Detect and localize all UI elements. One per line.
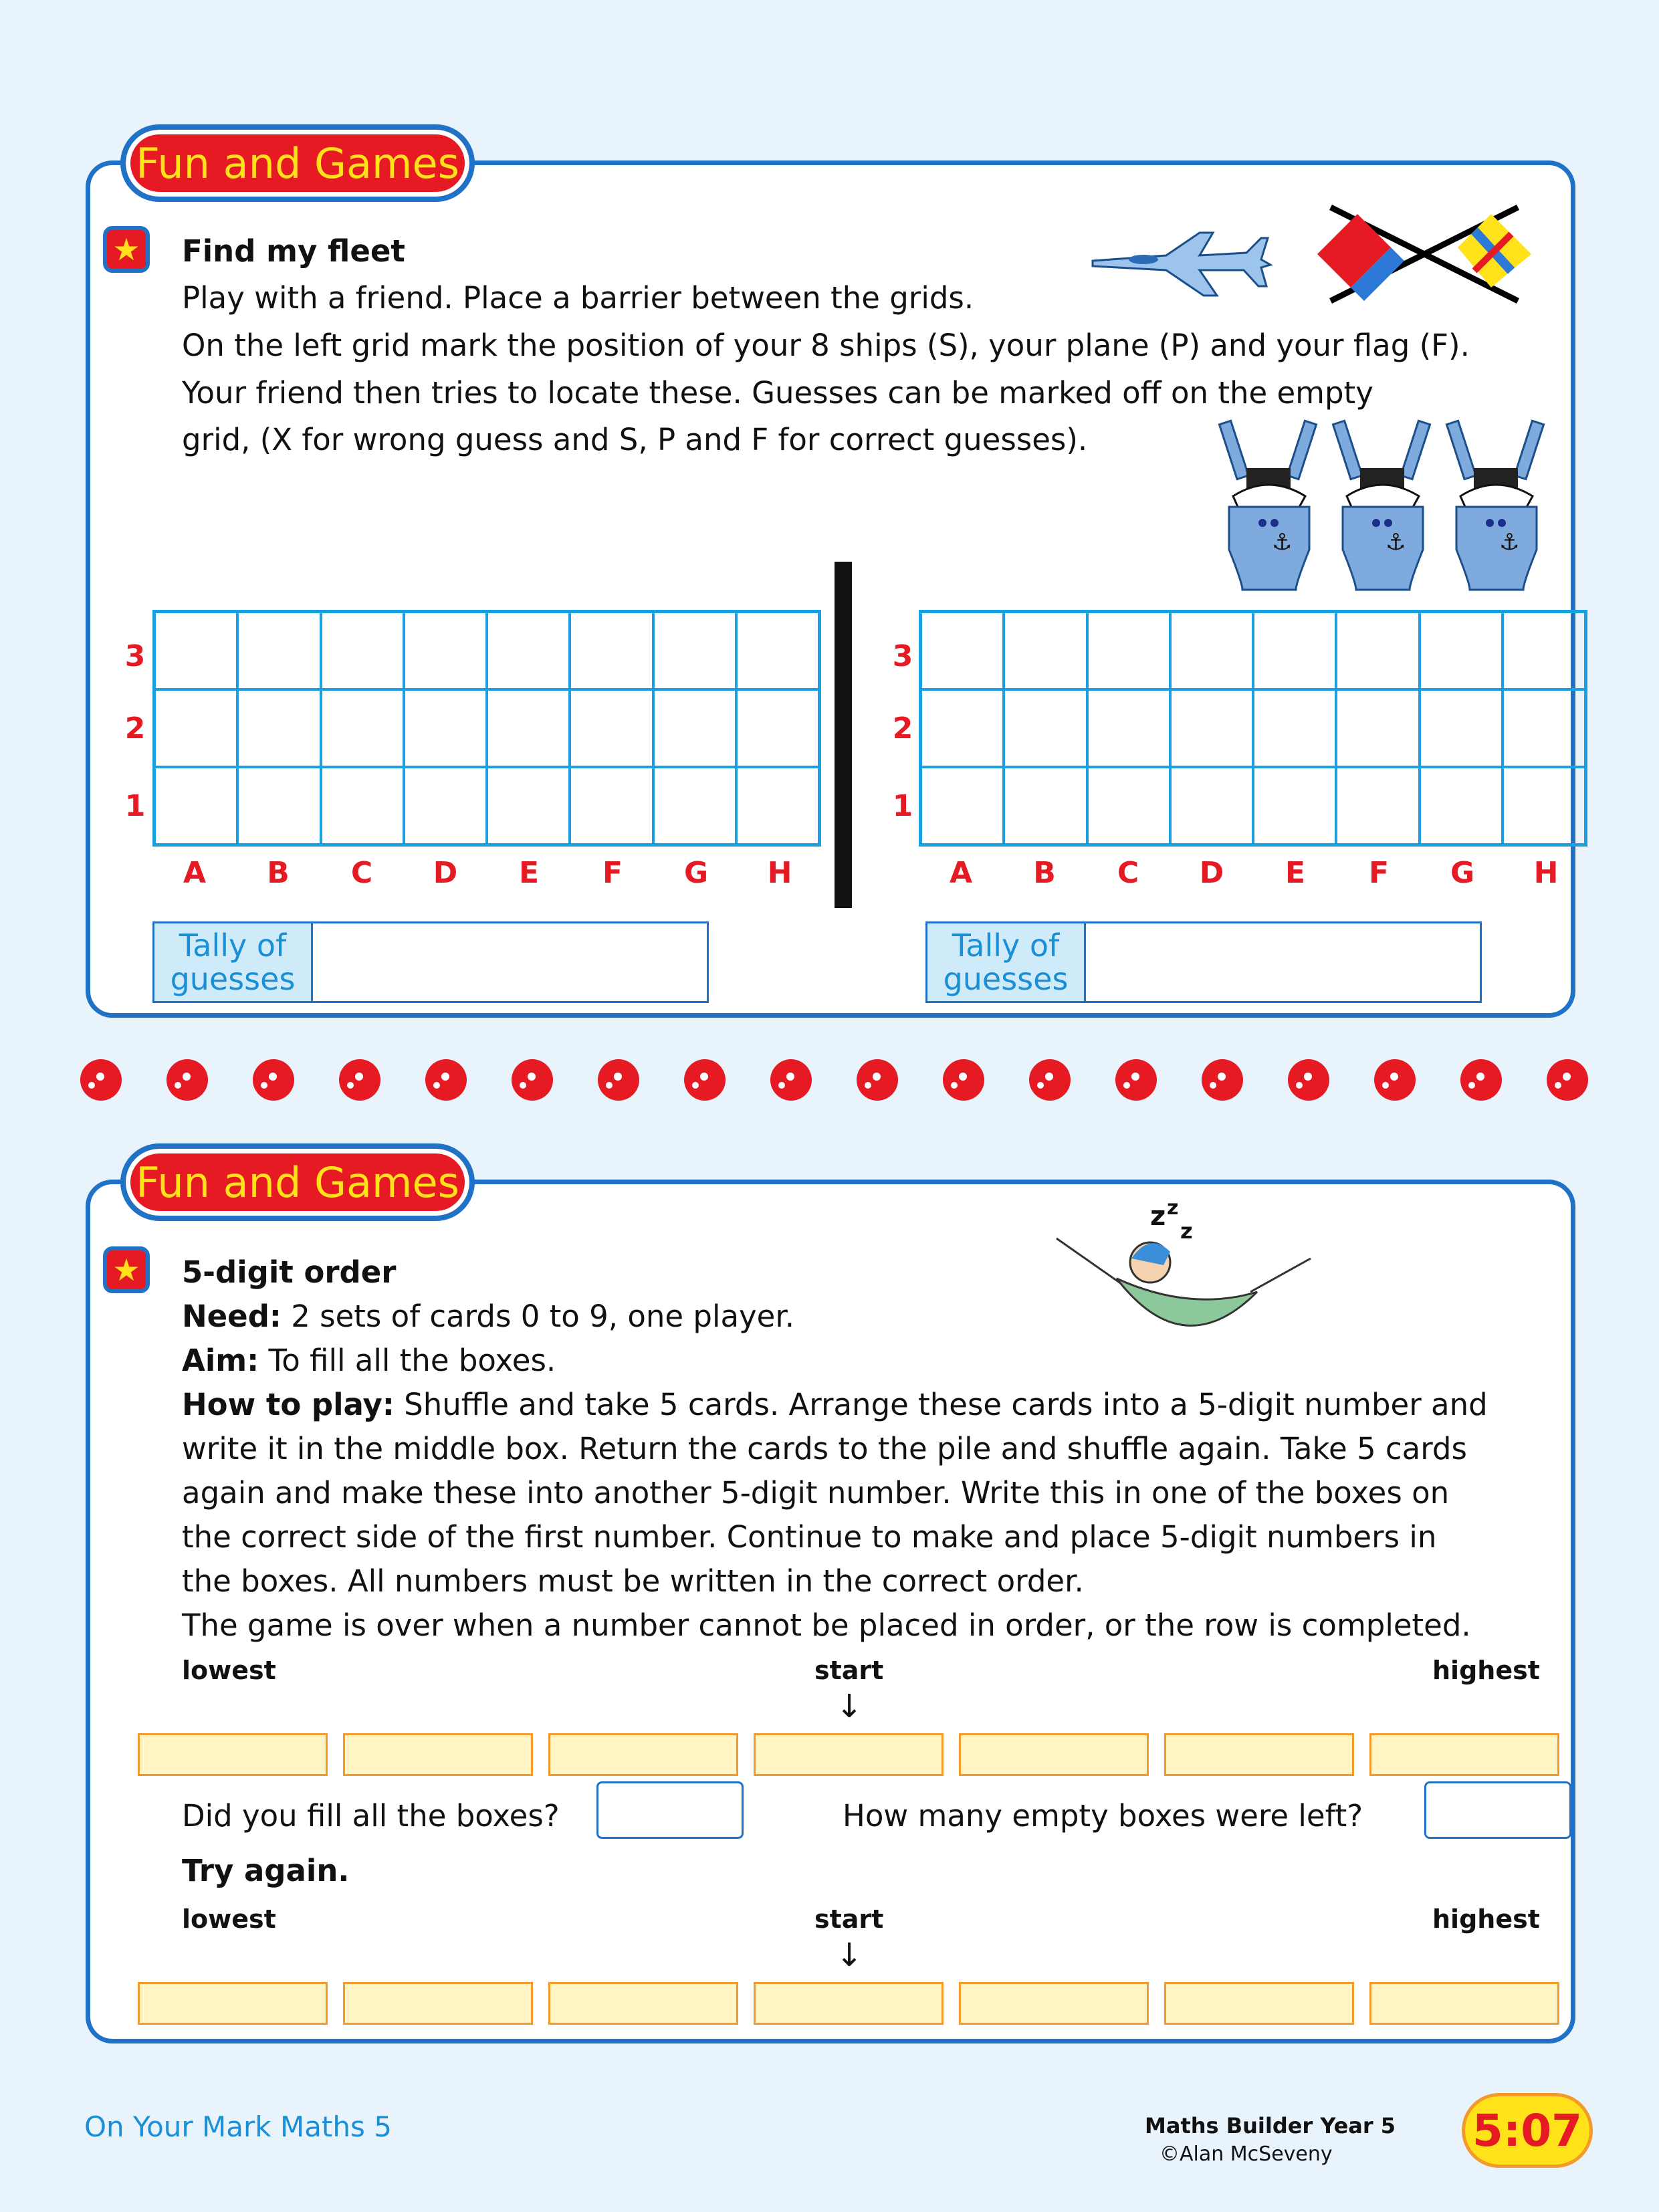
- signal-flags-icon: [1317, 201, 1531, 308]
- grid-cell[interactable]: [1253, 767, 1336, 845]
- grid-cell[interactable]: [1087, 612, 1170, 689]
- instruction-line: grid, (X for wrong guess and S, P and F for correct guesses).: [182, 422, 1088, 457]
- grid-cell[interactable]: [321, 689, 404, 767]
- star-icon: ★: [103, 1246, 150, 1293]
- row-label: 3: [124, 639, 146, 673]
- grid-cell[interactable]: [736, 767, 819, 845]
- need-line: Need: 2 sets of cards 0 to 9, one player.: [182, 1299, 795, 1334]
- tally-label: Tally of guesses: [927, 923, 1086, 1001]
- highest-label: highest: [1432, 1904, 1540, 1934]
- column-label: A: [949, 856, 973, 890]
- grid-cell[interactable]: [1004, 767, 1087, 845]
- svg-text:z: z: [1150, 1201, 1166, 1232]
- footer-series-title: On Your Mark Maths 5: [84, 2110, 392, 2143]
- grid-cell[interactable]: [1170, 767, 1253, 845]
- row-label: 1: [892, 789, 913, 823]
- grid-cell[interactable]: [1503, 767, 1585, 845]
- grid-cell[interactable]: [321, 612, 404, 689]
- svg-text:z: z: [1180, 1218, 1193, 1244]
- grid-cell[interactable]: [570, 612, 653, 689]
- footer-copyright: ©Alan McSeveny: [1159, 2142, 1333, 2166]
- column-label: G: [683, 856, 709, 890]
- grid-cell[interactable]: [404, 767, 487, 845]
- number-box[interactable]: [548, 1733, 738, 1776]
- number-box[interactable]: [343, 1733, 533, 1776]
- grid-cell[interactable]: [736, 612, 819, 689]
- section-tag: Fun and Games: [120, 1143, 475, 1221]
- column-label: D: [1199, 856, 1224, 890]
- row-label: 2: [124, 711, 146, 746]
- grid-cell[interactable]: [736, 689, 819, 767]
- how-to-play-line: How to play: Shuffle and take 5 cards. Arrange these cards into a 5-digit number and: [182, 1387, 1488, 1422]
- grid-cell[interactable]: [487, 689, 570, 767]
- start-label: start: [814, 1904, 884, 1934]
- answer-fill-all-input[interactable]: [596, 1781, 744, 1839]
- instruction-line: the boxes. All numbers must be written in the correct order.: [182, 1563, 1084, 1599]
- grid-cell[interactable]: [154, 689, 237, 767]
- row-label: 1: [124, 789, 146, 823]
- decorative-dot: [512, 1059, 553, 1101]
- grid-cell[interactable]: [653, 767, 736, 845]
- try-again-label: Try again.: [182, 1853, 350, 1888]
- fleet-grid-left[interactable]: [152, 610, 821, 847]
- jet-plane-icon: [1086, 226, 1273, 300]
- row-label: 2: [892, 711, 913, 746]
- decorative-dot: [1374, 1059, 1416, 1101]
- lowest-label: lowest: [182, 1904, 276, 1934]
- decorative-dot: [598, 1059, 639, 1101]
- grid-cell[interactable]: [653, 689, 736, 767]
- decorative-dot: [339, 1059, 380, 1101]
- column-label: C: [1117, 856, 1139, 890]
- instruction-line: write it in the middle box. Return the cards to the pile and shuffle again. Take 5 cards: [182, 1431, 1467, 1466]
- instruction-line: the correct side of the first number. Continue to make and place 5-digit numbers in: [182, 1519, 1437, 1555]
- instruction-line: again and make these into another 5-digit number. Write this in one of the boxes on: [182, 1475, 1450, 1511]
- grid-cell[interactable]: [237, 767, 320, 845]
- grid-cell[interactable]: [921, 767, 1004, 845]
- decorative-dot: [1460, 1059, 1502, 1101]
- grid-cell[interactable]: [653, 612, 736, 689]
- column-label: B: [267, 856, 290, 890]
- barrier-divider: [835, 562, 852, 908]
- grid-cell[interactable]: [1087, 689, 1170, 767]
- decorative-dot: [684, 1059, 726, 1101]
- number-box[interactable]: [1164, 1982, 1354, 2025]
- instruction-line: Your friend then tries to locate these. Guesses can be marked off on the empty: [182, 375, 1373, 411]
- instruction-line: On the left grid mark the position of your 8 ships (S), your plane (P) and your flag (F).: [182, 328, 1470, 363]
- column-label: H: [767, 856, 792, 890]
- lowest-label: lowest: [182, 1656, 276, 1685]
- start-arrow-icon: ↓: [836, 1688, 863, 1725]
- grid-cell[interactable]: [1170, 689, 1253, 767]
- decorative-dot: [857, 1059, 898, 1101]
- decorative-dot: [253, 1059, 294, 1101]
- aim-line: Aim: To fill all the boxes.: [182, 1343, 556, 1378]
- number-box[interactable]: [754, 1733, 944, 1776]
- footer-book-title: Maths Builder Year 5: [1145, 2113, 1396, 2138]
- tally-input[interactable]: [1086, 923, 1480, 1001]
- page-number: 5:07: [1472, 2104, 1583, 2156]
- star-icon: ★: [103, 226, 150, 273]
- grid-cell[interactable]: [1336, 767, 1419, 845]
- number-box[interactable]: [343, 1982, 533, 2025]
- tally-input[interactable]: [313, 923, 707, 1001]
- instruction-line: The game is over when a number cannot be placed in order, or the row is completed.: [182, 1608, 1471, 1643]
- page-number-badge: [1462, 2093, 1593, 2168]
- column-label: C: [350, 856, 373, 890]
- decorative-dot: [167, 1059, 208, 1101]
- decorative-dot: [425, 1059, 467, 1101]
- decorative-dot: [1288, 1059, 1329, 1101]
- section-tag: Fun and Games: [120, 124, 475, 202]
- decorative-dot: [770, 1059, 812, 1101]
- grid-cell[interactable]: [1253, 612, 1336, 689]
- question-fill-all: Did you fill all the boxes?: [182, 1798, 560, 1834]
- grid-cell[interactable]: [1336, 689, 1419, 767]
- grid-cell[interactable]: [237, 612, 320, 689]
- column-label: H: [1533, 856, 1559, 890]
- grid-cell[interactable]: [321, 767, 404, 845]
- number-box[interactable]: [548, 1982, 738, 2025]
- column-label: A: [183, 856, 207, 890]
- tally-box-right: [925, 921, 1482, 1003]
- hammock-sleeper-icon: [1050, 1198, 1317, 1352]
- decorative-dot: [80, 1059, 122, 1101]
- warships-icon: [1216, 416, 1577, 596]
- grid-cell[interactable]: [154, 767, 237, 845]
- grid-cell[interactable]: [1336, 612, 1419, 689]
- grid-cell[interactable]: [1420, 612, 1503, 689]
- fleet-grid-right[interactable]: [919, 610, 1587, 847]
- decorative-dot: [943, 1059, 984, 1101]
- grid-cell[interactable]: [1087, 767, 1170, 845]
- column-label: E: [518, 856, 540, 890]
- grid-cell[interactable]: [487, 612, 570, 689]
- column-label: F: [602, 856, 623, 890]
- number-box[interactable]: [138, 1733, 328, 1776]
- grid-cell[interactable]: [404, 612, 487, 689]
- grid-cell[interactable]: [1004, 689, 1087, 767]
- grid-cell[interactable]: [570, 689, 653, 767]
- decorative-dot: [1029, 1059, 1071, 1101]
- number-box[interactable]: [959, 1982, 1149, 2025]
- answer-empty-boxes-input[interactable]: [1424, 1781, 1571, 1839]
- decorative-dot: [1547, 1059, 1588, 1101]
- highest-label: highest: [1432, 1656, 1540, 1685]
- grid-cell[interactable]: [921, 689, 1004, 767]
- decorative-dot: [1202, 1059, 1243, 1101]
- grid-cell[interactable]: [921, 612, 1004, 689]
- number-box[interactable]: [1164, 1733, 1354, 1776]
- column-label: B: [1033, 856, 1056, 890]
- grid-cell[interactable]: [1420, 767, 1503, 845]
- grid-cell[interactable]: [1503, 612, 1585, 689]
- column-label: G: [1450, 856, 1475, 890]
- grid-cell[interactable]: [1004, 612, 1087, 689]
- column-label: E: [1285, 856, 1306, 890]
- number-box[interactable]: [1369, 1982, 1559, 2025]
- column-label: D: [433, 856, 458, 890]
- tally-label: Tally of guesses: [154, 923, 313, 1001]
- grid-cell[interactable]: [1420, 689, 1503, 767]
- number-box[interactable]: [754, 1982, 944, 2025]
- grid-cell[interactable]: [570, 767, 653, 845]
- grid-cell[interactable]: [237, 689, 320, 767]
- question-empty-boxes: How many empty boxes were left?: [843, 1798, 1363, 1834]
- svg-text:z: z: [1167, 1198, 1179, 1220]
- grid-cell[interactable]: [1170, 612, 1253, 689]
- decorative-dot: [1115, 1059, 1157, 1101]
- column-label: F: [1368, 856, 1390, 890]
- grid-cell[interactable]: [154, 612, 237, 689]
- grid-cell[interactable]: [487, 767, 570, 845]
- start-arrow-icon: ↓: [836, 1937, 863, 1974]
- number-box[interactable]: [1369, 1733, 1559, 1776]
- tally-box-left: [152, 921, 709, 1003]
- instruction-line: Play with a friend. Place a barrier between the grids.: [182, 280, 974, 316]
- grid-cell[interactable]: [1503, 689, 1585, 767]
- grid-cell[interactable]: [1253, 689, 1336, 767]
- number-box[interactable]: [138, 1982, 328, 2025]
- activity-title: 5-digit order: [182, 1254, 397, 1290]
- start-label: start: [814, 1656, 884, 1685]
- svg-text:⚓: ⚓: [1272, 529, 1293, 556]
- row-label: 3: [892, 639, 913, 673]
- number-box[interactable]: [959, 1733, 1149, 1776]
- grid-cell[interactable]: [404, 689, 487, 767]
- activity-title: Find my fleet: [182, 233, 405, 269]
